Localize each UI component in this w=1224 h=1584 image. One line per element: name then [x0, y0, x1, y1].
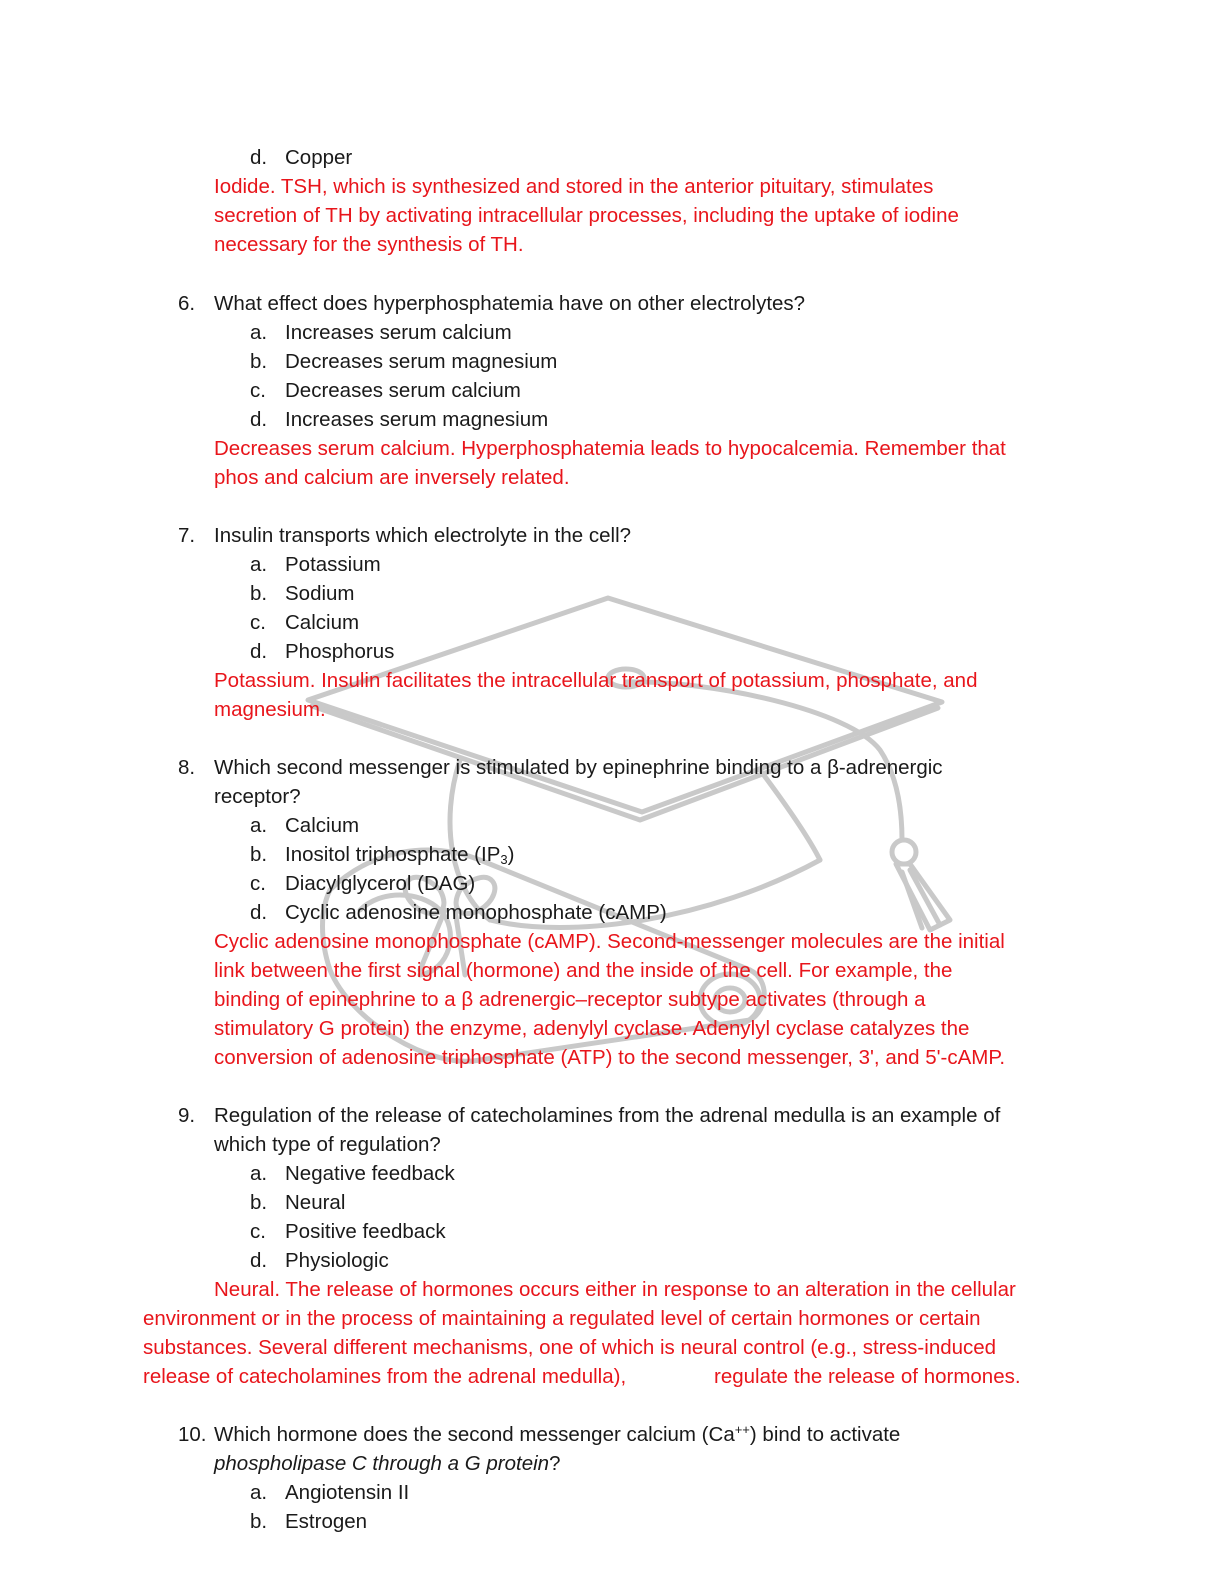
option-text: Angiotensin II — [285, 1481, 410, 1504]
question-number: 6. — [178, 292, 196, 315]
option-a — [250, 811, 359, 840]
option-label: b. — [250, 350, 268, 373]
option-c — [250, 376, 521, 405]
answer-line: Neural. The release of hormones occurs either in response to an alteration in the cellular — [214, 1278, 1016, 1301]
option-a — [250, 550, 381, 579]
answer-line: release of catecholamines from the adrenal medulla), — [143, 1365, 627, 1388]
option-text: Physiologic — [285, 1249, 389, 1272]
option-label: d. — [250, 408, 268, 431]
option-text: Neural — [285, 1191, 346, 1214]
question-number: 9. — [178, 1104, 196, 1127]
option-c — [250, 869, 475, 898]
question-text: Regulation of the release of catecholamines from the adrenal medulla is an example of — [214, 1104, 1001, 1127]
option-text: Phosphorus — [285, 640, 395, 663]
option-text: Potassium — [285, 553, 381, 576]
option-label: d. — [250, 640, 268, 663]
option-text: Increases serum calcium — [285, 321, 512, 344]
question-text-end: ) bind to activate — [749, 1423, 901, 1446]
question-number: 7. — [178, 524, 196, 547]
question-number: 10. — [178, 1423, 207, 1446]
superscript: ++ — [734, 1422, 750, 1437]
option-label: b. — [250, 1191, 268, 1214]
answer-line: binding of epinephrine to a β adrenergic–receptor subtype activates (through a — [214, 988, 926, 1011]
option-text: Calcium — [285, 814, 360, 837]
answer-line: Potassium. Insulin facilitates the intracellular transport of potassium, phosphate, and — [214, 669, 978, 692]
option-label: d. — [250, 901, 268, 924]
option-text-end: ) — [507, 843, 515, 866]
option-text: Sodium — [285, 582, 355, 605]
option-text: Decreases serum calcium — [285, 379, 521, 402]
option-label: b. — [250, 843, 268, 866]
answer-line: magnesium. — [214, 698, 326, 721]
option-c — [250, 608, 359, 637]
option-label: d. — [250, 1249, 268, 1272]
option-text: Decreases serum magnesium — [285, 350, 558, 373]
answer-line: Iodide. TSH, which is synthesized and stored in the anterior pituitary, stimulates — [214, 175, 934, 198]
option-text: Diacylglycerol (DAG) — [285, 872, 476, 895]
italic-text: phospholipase C through a G protein — [214, 1452, 550, 1475]
question-text — [214, 1449, 560, 1478]
option-b — [250, 1188, 345, 1217]
option-text: Increases serum magnesium — [285, 408, 549, 431]
option-label: a. — [250, 1162, 268, 1185]
answer-line: environment or in the process of maintaining a regulated level of certain hormones or certain — [143, 1307, 981, 1330]
option-label: c. — [250, 872, 266, 895]
option-d — [250, 405, 548, 434]
option-text: Calcium — [285, 611, 360, 634]
answer-line: stimulatory G protein) the enzyme, adenylyl cyclase. Adenylyl cyclase catalyzes the — [214, 1017, 970, 1040]
option-label: b. — [250, 582, 268, 605]
question-text: Which second messenger is stimulated by epinephrine binding to a β-adrenergic — [214, 756, 943, 779]
option-text: Estrogen — [285, 1510, 368, 1533]
question-text: which type of regulation? — [214, 1133, 441, 1156]
option-text: Copper — [285, 146, 353, 169]
option-label: a. — [250, 553, 268, 576]
option-label: a. — [250, 814, 268, 837]
question-text: receptor? — [214, 785, 301, 808]
question-text: What effect does hyperphosphatemia have on other electrolytes? — [214, 292, 806, 315]
answer-line: conversion of adenosine triphosphate (ATP) to the second messenger, 3', and 5'-cAMP. — [214, 1046, 1006, 1069]
option-label: a. — [250, 321, 268, 344]
option-label: c. — [250, 1220, 266, 1243]
option-a — [250, 1478, 409, 1507]
answer-line: Cyclic adenosine monophosphate (cAMP). Second-messenger molecules are the initial — [214, 930, 1005, 953]
answer-line: secretion of TH by activating intracellular processes, including the uptake of iodine — [214, 204, 959, 227]
option-c — [250, 1217, 446, 1246]
option-label: b. — [250, 1510, 268, 1533]
option-label: d. — [250, 146, 268, 169]
option-a — [250, 1159, 455, 1188]
question-mark: ? — [549, 1452, 561, 1475]
option-d — [250, 637, 394, 666]
answer-line: link between the first signal (hormone) and the inside of the cell. For example, the — [214, 959, 953, 982]
option-b — [250, 579, 355, 608]
question-number: 8. — [178, 756, 196, 779]
answer-line: Decreases serum calcium. Hyperphosphatemia leads to hypocalcemia. Remember that — [214, 437, 1006, 460]
option-label: c. — [250, 379, 266, 402]
question-text-main: Which hormone does the second messenger calcium (Ca — [214, 1423, 735, 1446]
option-d — [250, 1246, 389, 1275]
option-label: c. — [250, 611, 266, 634]
option-text: Positive feedback — [285, 1220, 446, 1243]
answer-line: necessary for the synthesis of TH. — [214, 233, 524, 256]
option-d — [250, 143, 352, 172]
option-text-main: Inositol triphosphate (IP — [285, 843, 501, 866]
option-b — [250, 840, 514, 869]
question-text: Insulin transports which electrolyte in the cell? — [214, 524, 632, 547]
option-d — [250, 898, 667, 927]
option-text: Cyclic adenosine monophosphate (cAMP) — [285, 901, 667, 924]
option-b — [250, 347, 557, 376]
answer-line: phos and calcium are inversely related. — [214, 466, 570, 489]
option-text: Negative feedback — [285, 1162, 455, 1185]
subscript: 3 — [500, 852, 508, 867]
answer-line: substances. Several different mechanisms, one of which is neural control (e.g., stress-induced — [143, 1336, 997, 1359]
option-text — [285, 843, 514, 866]
question-text — [214, 1420, 900, 1449]
option-b — [250, 1507, 367, 1536]
answer-line-tail: regulate the release of hormones. — [714, 1365, 1021, 1388]
option-a — [250, 318, 512, 347]
option-label: a. — [250, 1481, 268, 1504]
